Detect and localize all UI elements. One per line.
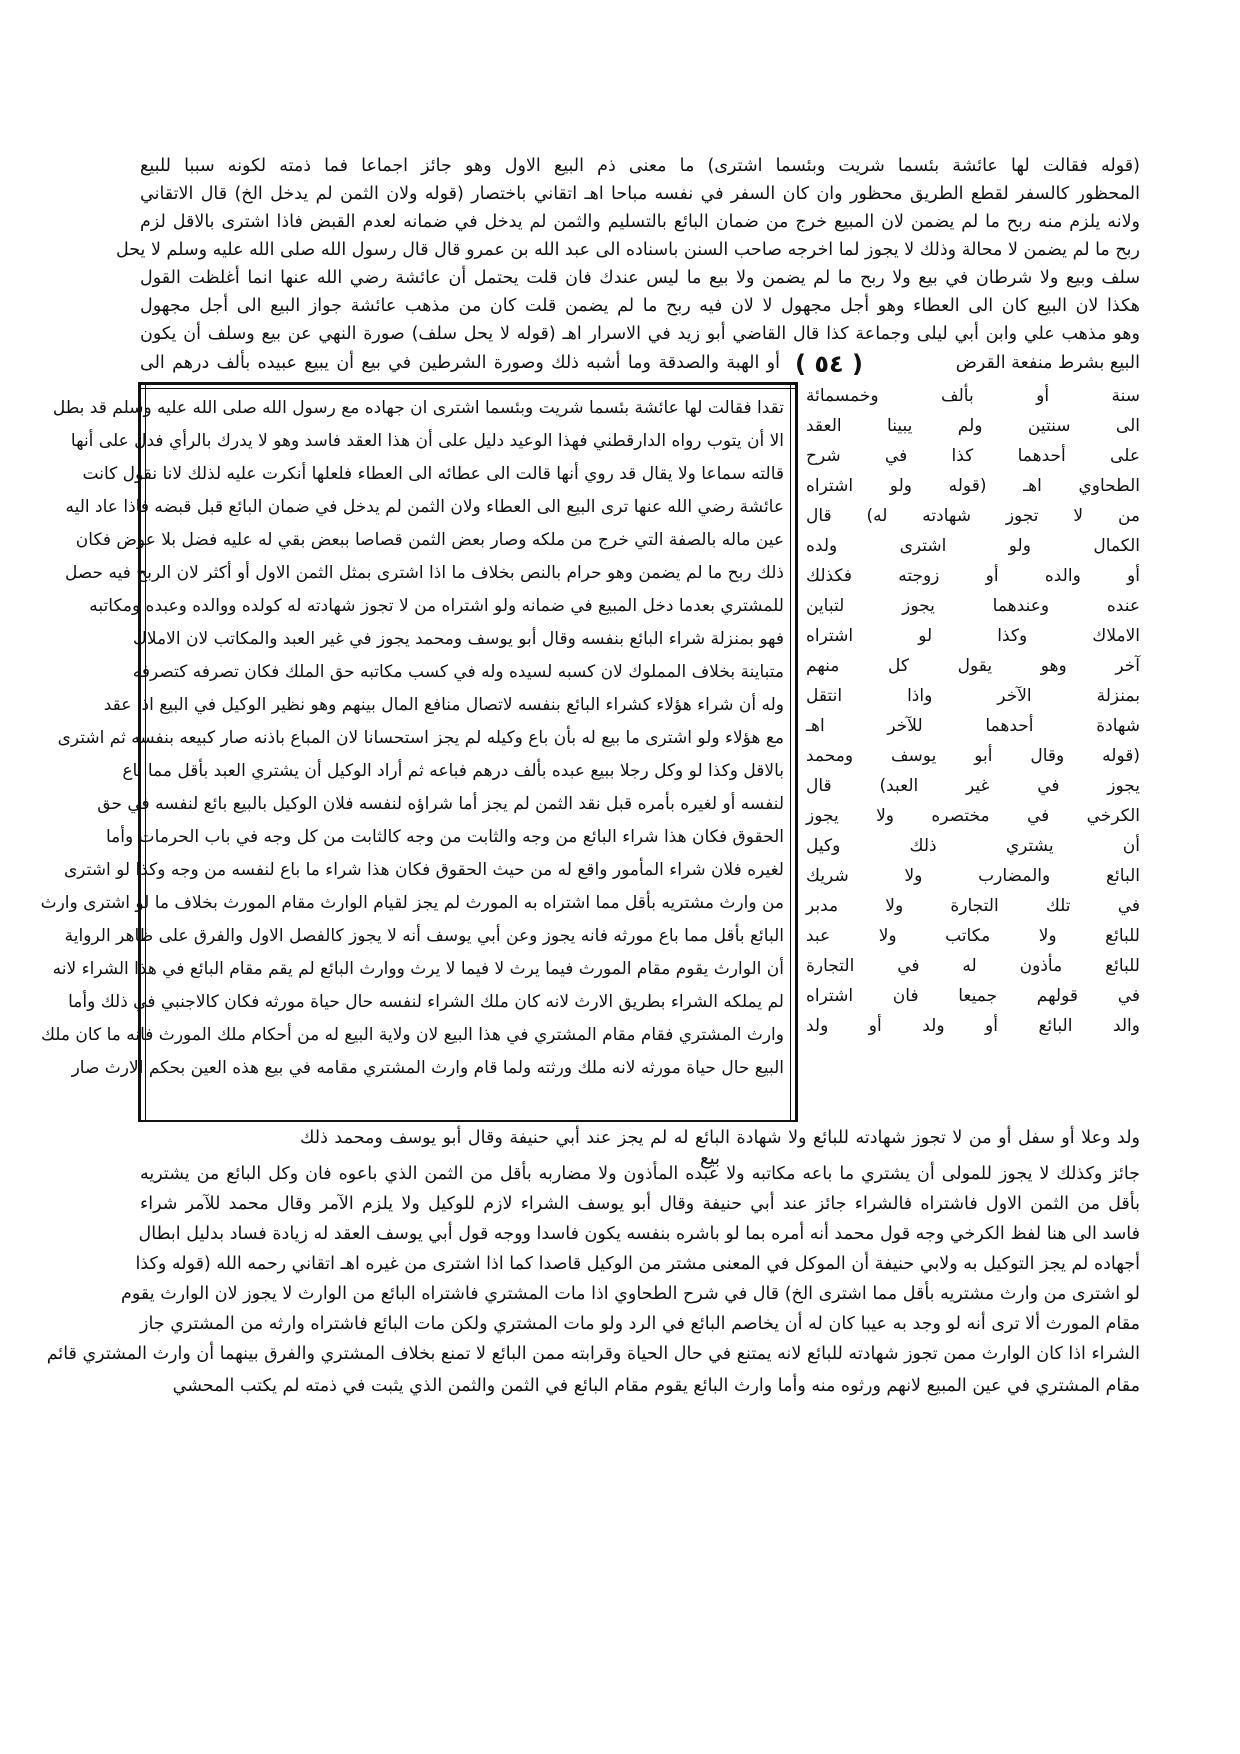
frame-bottom-rule [138, 1120, 798, 1122]
main-line: الا أن يتوب رواه الدارقطني فهذا الوعيد دليل على أن هذا العقد فاسد وهو لا يدرك بالرأي فدل على أنها [70, 431, 784, 451]
bottom-line: مقام المورث ألا ترى أنه لو وجد به عيبا كان له أن يخاصم البائع في الرد ولو مات المشتري ولكن مات البائع فاشتراه وارثه من المشتري جاز [140, 1314, 1140, 1334]
bottom-line: جائز وكذلك لا يجوز للمولى أن يشتري ما باعه مكاتبه ولا عبده المأذون ولا مضاربه بأقل من الثمن الذي باعوه فان وكل البائع من يشتريه [140, 1164, 1140, 1184]
margin-line: في قولهم جميعا فان اشتراه [806, 986, 1140, 1006]
main-line: بالاقل وكذا لو وكل رجلا ببيع عبده بألف درهم فباعه ثم أراد الوكيل أن يشتري العبد بأقل مما باع [122, 761, 784, 781]
main-line: عين ماله بالصفة التي خرج من ملكه وصار بعض الثمن قصاصا ببعض بقي له عليه فضل بلا عوض فكان [75, 530, 784, 550]
main-line: البائع بأقل مما باع مورثه فانه يجوز وعن أبي يوسف أنه لا يجوز كالفصل الاول والفرق على ظاهر الرواية [64, 926, 784, 946]
margin-line: (قوله وقال أبو يوسف ومحمد [806, 746, 1140, 766]
bottom-line: مقام المشتري في عين المبيع لانهم ورثوه منه وأما وارث البائع يقوم مقام البائع في الثمن والثمن الذي يثبت في ذمته لم يكتب المحشي [172, 1376, 1140, 1396]
margin-line: أو والده أو زوجته فكذلك [806, 566, 1140, 586]
top-line: سلف وبيع ولا شرطان في بيع ولا ربح ما لم يضمن ولا بيع ما ليس عندك فان قلت يحتمل أن عائشة رضي الله عنها انما أغلظت القول [140, 268, 1140, 288]
margin-line: الاملاك وكذا لو اشتراه [806, 626, 1140, 646]
margin-line: الطحاوي اهـ (قوله ولو اشتراه [806, 476, 1140, 496]
main-line: للمشتري بعدما دخل المبيع في ضمانه ولو اشتراه من لا تجوز شهادته له كولده ووالده وعبده ومكاتبه [89, 596, 784, 616]
top-line: المحظور كالسفر لقطع الطريق محظور وان كان السفر في نفسه مباحا اهـ اتقاني باختصار (قوله ولان الثمن لم يدخل الخ) قال الاتقاني [140, 184, 1140, 204]
margin-line: للبائع مأذون له في التجارة [806, 956, 1140, 976]
margin-line: الكرخي في مختصره ولا يجوز [806, 806, 1140, 826]
margin-line: سنة أو بألف وخمسمائة [806, 386, 1140, 406]
top-line: ولانه يلزم منه ربح ما لم يضمن لان المبيع خرج من ضمان البائع بالتسليم والثمن لم يدخل في ضمانه لعدم القبض فاذا اشترى بالاقل لزم [140, 212, 1140, 232]
top-line: (قوله فقالت لها عائشة بئسما شريت وبئسما اشترى) ما معنى ذم البيع الاول وهو جائز اجماعا فما ذمته لكونه سببا للبيع [140, 156, 1140, 176]
main-line: ذلك ربح ما لم يضمن وهو حرام بالنص بخلاف ما اذا اشترى بمثل الثمن الاول أو أكثر لان الربح فيه حصل [64, 563, 784, 583]
frame-right-rule-inner [790, 382, 791, 1122]
margin-line: يجوز في غير العبد) قال [806, 776, 1140, 796]
margin-line: آخر وهو يقول كل منهم [806, 656, 1140, 676]
main-line: لم يملكه الشراء بطريق الارث لانه كان ملك الشراء لنفسه حال حياة مورثه فكان كالاجنبي في ذلك وأما [68, 992, 784, 1012]
frame-right-rule [795, 382, 798, 1122]
bottom-line: الشراء اذا كان الوارث ممن تجوز شهادته للبائع لانه يمتنع في حال الحياة وقرابته ممن البائع لا تمنع بخلاف المشتري والفرق بينهما أن وارث المشتري قائم [46, 1344, 1140, 1364]
main-line: عائشة رضي الله عنها ترى البيع الى العطاء ولان الثمن لم يدخل في ضمان البائع قبل قبضه فاذا عاد اليه [65, 497, 784, 517]
main-line: وله أن شراء هؤلاء كشراء البائع بنفسه لاتصال منافع المال بينهم وهو نظير الوكيل في البيع اذا عقد [103, 695, 784, 715]
main-line: متباينة بخلاف المملوك لان كسبه لسيده وله في كسب مكاتبه حق الملك فكان تصرفه كتصرفه [132, 662, 784, 682]
interlinear-gloss: بيع [700, 1148, 721, 1169]
top-line: هكذا لان البيع كان الى العطاء وهو أجل مجهول لا لان فيه ربح ما لم يضمن قلت كان من مذهب عائشة جواز البيع الى أجل مجهول [140, 296, 1140, 316]
top-line-right: البيع بشرط منفعة القرض [955, 353, 1140, 373]
top-line: وهو مذهب علي وابن أبي ليلى وجماعة كذا قال القاضي أبو زيد في الاسرار اهـ (قوله لا يحل سلف) صورة النهي عن بيع وسلف أن يكون [140, 324, 1140, 344]
bottom-line: ولد وعلا أو سفل أو من لا تجوز شهادته للبائع ولا شهادة البائع له لم يجز عند أبي حنيفة وقال أبو يوسف ومحمد ذلك [300, 1128, 1140, 1148]
top-line-left: أو الهبة والصدقة وما أشبه ذلك وصورة الشرطين في بيع أن يبيع عبيده بألف درهم الى [140, 353, 780, 373]
main-line: تقدا فقالت لها عائشة بئسما شريت وبئسما اشترى ان جهاده مع رسول الله صلى الله عليه وسلم قد بطل [52, 398, 784, 418]
bottom-line: أجهاده لم يجز التوكيل به ولابي حنيفة أن الموكل في المعنى مشتر من الوكيل قاصدا كما اذا اشترى من غيره اهـ اتقاني رحمه الله (قوله وكذا [135, 1254, 1140, 1274]
main-line: من وارث مشتريه بأقل مما اشتراه به المورث لم يجز لقيام الوارث مقام المورث بخلاف ما لو اشترى وارث [40, 893, 784, 913]
main-line: أن الوارث يقوم مقام المورث فيما يرث لا فيما لا يرث ووارث البائع لم يقم مقام البائع في هذا الشراء لانه [52, 959, 784, 979]
main-line: وارث المشتري فقام مقام المشتري في هذا البيع لان ولاية البيع له من أحكام ملك المورث فانه ما كان ملك [40, 1025, 784, 1045]
margin-line: الكمال ولو اشترى ولده [806, 536, 1140, 556]
main-line: مع هؤلاء ولو اشترى ما بيع له بأن باع وكيله لم يجز استحسانا لان المباع باذنه صار كبيعه بنفسه ثم اشترى [57, 728, 784, 748]
bottom-line: لو اشترى من وارث مشتريه بأقل مما اشترى الخ) قال في شرح الطحاوي اذا مات المشتري فاشتراه البائع من الوارث لا يجوز لان الوارث يقوم [121, 1284, 1140, 1304]
margin-line: عنده وعندهما يجوز لتباين [806, 596, 1140, 616]
margin-line: أن يشتري ذلك وكيل [806, 836, 1140, 856]
main-line: فهو بمنزلة شراء البائع بنفسه وقال أبو يوسف ومحمد يجوز في غير العبد والمكاتب لان الاملاك [132, 629, 784, 649]
frame-top-rule-inner [138, 388, 798, 389]
margin-line: شهادة أحدهما للآخر اهـ [806, 716, 1140, 736]
bottom-line: فاسد الى هنا لفظ الكرخي وجه قول محمد أنه أمره بما لو باشره بنفسه يكون فاسدا ووجه قول أبي يوسف العقد له زيادة فساد بدليل ابطال [138, 1224, 1140, 1244]
bottom-line: بأقل من الثمن الاول فاشتراه فالشراء جائز عند أبي حنيفة وقال أبو يوسف الشراء لازم للوكيل ولا يلزم الآمر وقال محمد للآمر شراء [140, 1194, 1140, 1214]
frame-top-rule [138, 382, 798, 385]
top-line: ربح ما لم يضمن لا محالة وذلك لا يجوز لما اخرجه صاحب السنن باسناده الى عبد الله بن عمرو قال قال رسول الله صلى الله عليه وسلم لا يحل [115, 240, 1140, 260]
main-line: لغيره فلان شراء المأمور واقع له من حيث الحقوق فكان هذا شراء ما باع لنفسه من وجه وكذا لو اشترى [63, 860, 784, 880]
margin-line: الى سنتين ولم يبينا العقد [806, 416, 1140, 436]
main-line: الحقوق فكان هذا شراء البائع من وجه والثابت من وجه كالثابت من كل وجه في باب الحرمات وأما [105, 827, 784, 847]
page-number: ( ٥٤ ) [795, 350, 863, 378]
margin-line: بمنزلة الآخر واذا انتقل [806, 686, 1140, 706]
main-line: قالته سماعا ولا يقال قد روي أنها قالت الى عطائه الى العطاء فلعلها أنكرت عليه لذلك لانا نقول كانت [82, 464, 784, 484]
margin-line: على أحدهما كذا في شرح [806, 446, 1140, 466]
margin-line: في تلك التجارة ولا مدبر [806, 896, 1140, 916]
margin-line: للبائع ولا مكاتب ولا عبد [806, 926, 1140, 946]
margin-line: البائع والمضارب ولا شريك [806, 866, 1140, 886]
main-line: البيع حال حياة مورثه لانه ملك ورثته ولما قام وارث المشتري مقامه في بيع هذه العين بحكم الارث صار [71, 1058, 784, 1078]
margin-line: والد البائع أو ولد أو ولد [806, 1016, 1140, 1036]
main-line: لنفسه أو لغيره بأمره قبل نقد الثمن لم يجز أما شراؤه لنفسه فلان الوكيل بالبيع بائع لنفسه في حق [97, 794, 784, 814]
margin-line: من لا تجوز شهادته له) قال [806, 506, 1140, 526]
